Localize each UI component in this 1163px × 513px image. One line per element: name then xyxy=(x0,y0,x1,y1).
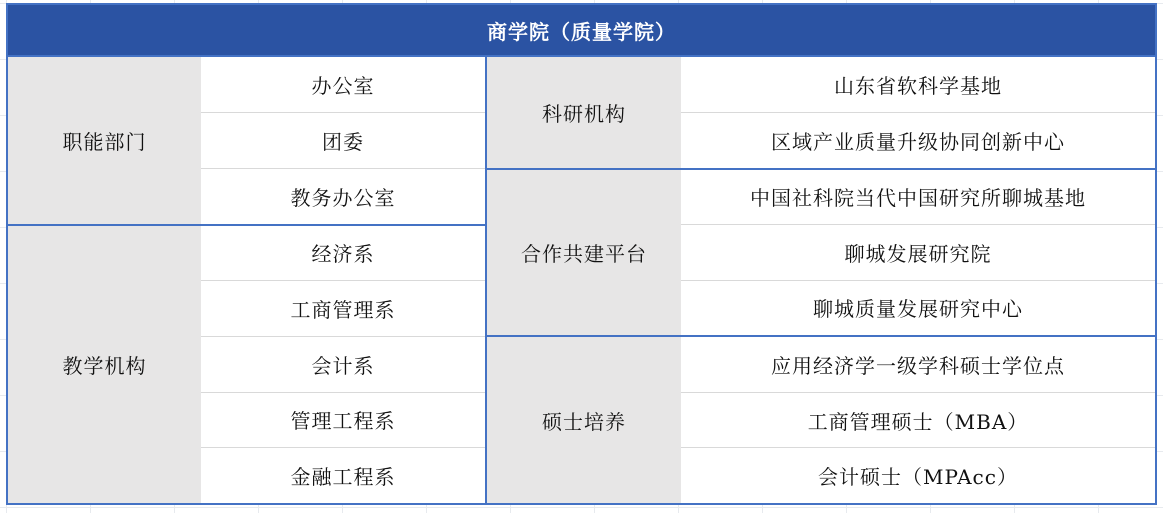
org-unit-cell: 山东省软科学基地 xyxy=(834,73,1002,98)
org-unit-cell: 聊城发展研究院 xyxy=(681,224,1155,280)
org-unit-cell: 会计硕士（MPAcc） xyxy=(681,447,1155,503)
table-body xyxy=(8,57,1155,503)
section-items-research-institutions xyxy=(681,57,1155,168)
org-unit-cell: 工商管理系 xyxy=(201,280,485,336)
section-research-institutions xyxy=(487,57,1155,168)
section-items-functional-departments xyxy=(201,57,485,224)
org-unit-cell: 区域产业质量升级协同创新中心 xyxy=(681,112,1155,168)
org-unit-cell: 会计系 xyxy=(201,336,485,392)
section-label-teaching-institutions: 教学机构 xyxy=(8,226,201,504)
section-cooperation-platforms xyxy=(487,168,1155,336)
org-unit-cell: 办公室 xyxy=(311,73,375,98)
org-unit-cell: 应用经济学一级学科硕士学位点 xyxy=(771,354,1065,379)
org-unit-cell: 聊城质量发展研究中心 xyxy=(681,280,1155,336)
org-unit-cell: 工商管理硕士（MBA） xyxy=(681,392,1155,448)
org-unit-cell: 团委 xyxy=(201,112,485,168)
table-title: 商学院（质量学院） xyxy=(8,5,1155,57)
section-teaching-institutions xyxy=(8,224,485,504)
org-unit-cell: 金融工程系 xyxy=(201,447,485,503)
org-structure-table xyxy=(6,3,1157,505)
section-label-masters-programs: 硕士培养 xyxy=(487,337,681,503)
section-items-masters-programs xyxy=(681,337,1155,503)
section-label-cooperation-platforms: 合作共建平台 xyxy=(487,170,681,336)
left-column-group xyxy=(8,57,487,503)
org-unit-cell: 经济系 xyxy=(311,242,375,267)
section-items-cooperation-platforms xyxy=(681,170,1155,336)
section-functional-departments xyxy=(8,57,485,224)
org-unit-cell: 中国社科院当代中国研究所聊城基地 xyxy=(750,186,1086,211)
org-unit-cell: 管理工程系 xyxy=(201,392,485,448)
org-unit-cell: 教务办公室 xyxy=(201,168,485,224)
section-label-functional-departments: 职能部门 xyxy=(8,57,201,224)
section-items-teaching-institutions xyxy=(201,226,485,504)
section-masters-programs xyxy=(487,335,1155,503)
section-label-research-institutions: 科研机构 xyxy=(487,57,681,168)
right-column-group xyxy=(487,57,1155,503)
